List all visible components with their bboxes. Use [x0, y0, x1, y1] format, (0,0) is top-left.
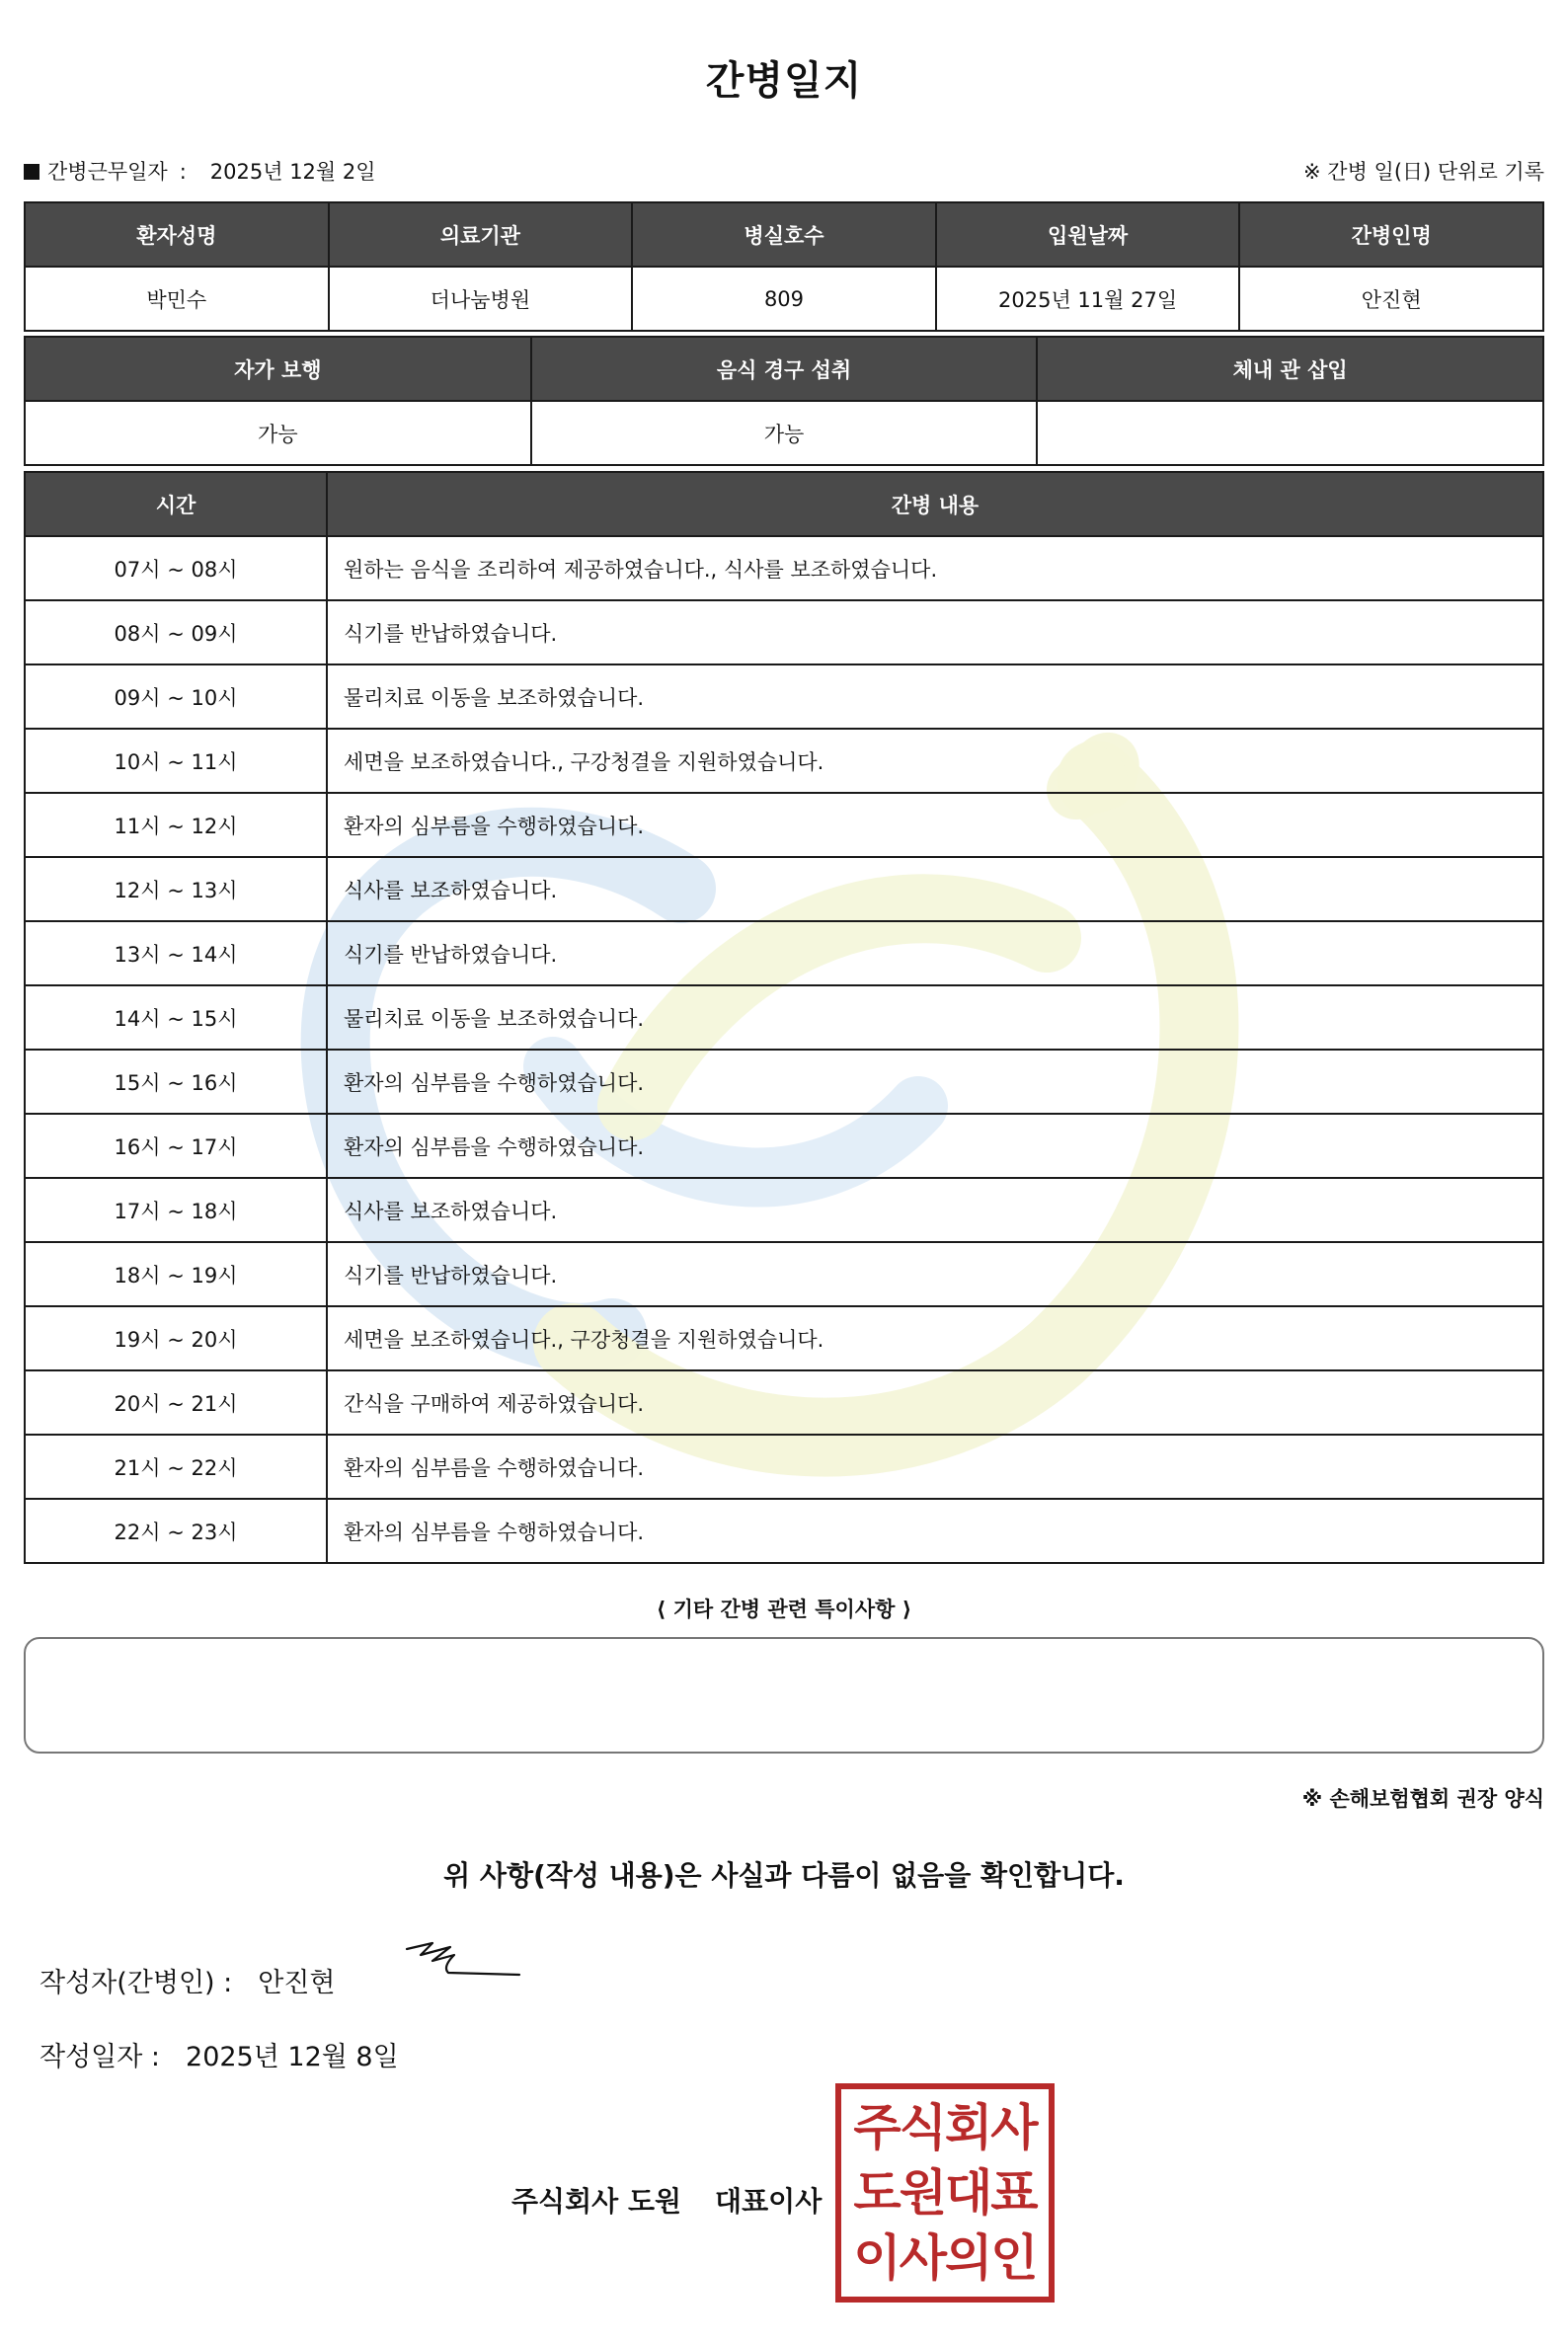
- time-cell: 08시 ~ 09시: [25, 600, 327, 664]
- header-self-walking: 자가 보행: [25, 337, 531, 401]
- time-cell: 12시 ~ 13시: [25, 857, 327, 921]
- care-log-table: [24, 471, 1544, 1564]
- confirmation-statement: 위 사항(작성 내용)은 사실과 다름이 없음을 확인합니다.: [443, 1859, 1125, 1892]
- admission-date: 2025년 11월 27일: [936, 267, 1240, 331]
- signature-mark: [403, 1937, 521, 1987]
- written-date-label: 작성일자 :: [39, 2042, 161, 2072]
- header-time: 시간: [25, 472, 327, 536]
- table-row: [25, 1114, 1543, 1178]
- table-row: [25, 985, 1543, 1050]
- time-cell: 15시 ~ 16시: [25, 1050, 327, 1114]
- seal-line: 도원대표: [853, 2164, 1037, 2222]
- content-cell: 물리치료 이동을 보조하였습니다.: [327, 664, 1543, 729]
- content-cell: 물리치료 이동을 보조하였습니다.: [327, 985, 1543, 1050]
- content-cell: 환자의 심부름을 수행하였습니다.: [327, 1435, 1543, 1499]
- special-notes-title: ⟨ 기타 간병 관련 특이사항 ⟩: [656, 1598, 912, 1621]
- header-caregiver-name: 간병인명: [1239, 202, 1543, 267]
- header-patient-name: 환자성명: [25, 202, 329, 267]
- time-cell: 19시 ~ 20시: [25, 1306, 327, 1370]
- table-row: [25, 1499, 1543, 1563]
- work-date: [24, 156, 376, 186]
- table-row: [25, 793, 1543, 857]
- header-oral-intake: 음식 경구 섭취: [531, 337, 1038, 401]
- content-cell: 원하는 음식을 조리하여 제공하였습니다., 식사를 보조하였습니다.: [327, 536, 1543, 600]
- table-row: [25, 729, 1543, 793]
- work-date-label: 간병근무일자: [47, 160, 168, 184]
- content-cell: 식사를 보조하였습니다.: [327, 857, 1543, 921]
- self-walking-value: 가능: [25, 401, 531, 465]
- time-cell: 11시 ~ 12시: [25, 793, 327, 857]
- content-cell: 세면을 보조하였습니다., 구강청결을 지원하였습니다.: [327, 729, 1543, 793]
- time-cell: 09시 ~ 10시: [25, 664, 327, 729]
- time-cell: 21시 ~ 22시: [25, 1435, 327, 1499]
- content-cell: 식사를 보조하였습니다.: [327, 1178, 1543, 1242]
- content-cell: 식기를 반납하였습니다.: [327, 1242, 1543, 1306]
- table-row: [25, 921, 1543, 985]
- written-date-line: [39, 2035, 399, 2073]
- written-date-value: 2025년 12월 8일: [186, 2042, 399, 2072]
- header-care-content: 간병 내용: [327, 472, 1543, 536]
- header-room-number: 병실호수: [632, 202, 936, 267]
- square-bullet-icon: [24, 164, 39, 180]
- seal-line: 주식회사: [853, 2099, 1037, 2156]
- writer-name: 안진현: [258, 1968, 336, 1998]
- status-value-row: [25, 401, 1543, 465]
- company-signature-line: [511, 2180, 822, 2220]
- patient-status-table: [24, 336, 1544, 466]
- company-seal-stamp: [835, 2083, 1055, 2303]
- log-header-row: [25, 472, 1543, 536]
- content-cell: 환자의 심부름을 수행하였습니다.: [327, 793, 1543, 857]
- writer-line: [39, 1961, 336, 1999]
- time-cell: 16시 ~ 17시: [25, 1114, 327, 1178]
- table-row: [25, 1178, 1543, 1242]
- time-cell: 10시 ~ 11시: [25, 729, 327, 793]
- table-row: [25, 536, 1543, 600]
- content-cell: 세면을 보조하였습니다., 구강청결을 지원하였습니다.: [327, 1306, 1543, 1370]
- company-name: 주식회사 도원: [511, 2185, 682, 2218]
- info-header-row: [25, 202, 1543, 267]
- info-value-row: [25, 267, 1543, 331]
- tube-insertion-value: [1037, 401, 1543, 465]
- work-date-separator: :: [179, 160, 187, 184]
- time-cell: 07시 ~ 08시: [25, 536, 327, 600]
- status-header-row: [25, 337, 1543, 401]
- table-row: [25, 1242, 1543, 1306]
- hospital-name: 더나눔병원: [329, 267, 633, 331]
- time-cell: 13시 ~ 14시: [25, 921, 327, 985]
- document-title: 간병일지: [705, 58, 863, 104]
- content-cell: 환자의 심부름을 수행하였습니다.: [327, 1114, 1543, 1178]
- header-tube-insertion: 체내 관 삽입: [1037, 337, 1543, 401]
- writer-label: 작성자(간병인) :: [39, 1968, 233, 1998]
- content-cell: 식기를 반납하였습니다.: [327, 600, 1543, 664]
- table-row: [25, 664, 1543, 729]
- seal-line: 이사의인: [853, 2229, 1037, 2287]
- time-cell: 18시 ~ 19시: [25, 1242, 327, 1306]
- table-row: [25, 1306, 1543, 1370]
- content-cell: 식기를 반납하였습니다.: [327, 921, 1543, 985]
- special-notes-box: [24, 1637, 1544, 1754]
- table-row: [25, 600, 1543, 664]
- time-cell: 20시 ~ 21시: [25, 1370, 327, 1435]
- oral-intake-value: 가능: [531, 401, 1038, 465]
- header-admission-date: 입원날짜: [936, 202, 1240, 267]
- work-date-value: 2025년 12월 2일: [209, 160, 376, 184]
- association-note: ※ 손해보험협회 권장 양식: [1301, 1787, 1544, 1811]
- patient-name: 박민수: [25, 267, 329, 331]
- header-hospital: 의료기관: [329, 202, 633, 267]
- room-number: 809: [632, 267, 936, 331]
- table-row: [25, 857, 1543, 921]
- representative-title: 대표이사: [715, 2185, 823, 2218]
- unit-note: ※ 간병 일(日) 단위로 기록: [1303, 160, 1544, 184]
- table-row: [25, 1370, 1543, 1435]
- content-cell: 환자의 심부름을 수행하였습니다.: [327, 1050, 1543, 1114]
- time-cell: 14시 ~ 15시: [25, 985, 327, 1050]
- time-cell: 22시 ~ 23시: [25, 1499, 327, 1563]
- content-cell: 간식을 구매하여 제공하였습니다.: [327, 1370, 1543, 1435]
- table-row: [25, 1050, 1543, 1114]
- time-cell: 17시 ~ 18시: [25, 1178, 327, 1242]
- content-cell: 환자의 심부름을 수행하였습니다.: [327, 1499, 1543, 1563]
- patient-info-table: [24, 201, 1544, 332]
- caregiver-name: 안진현: [1239, 267, 1543, 331]
- table-row: [25, 1435, 1543, 1499]
